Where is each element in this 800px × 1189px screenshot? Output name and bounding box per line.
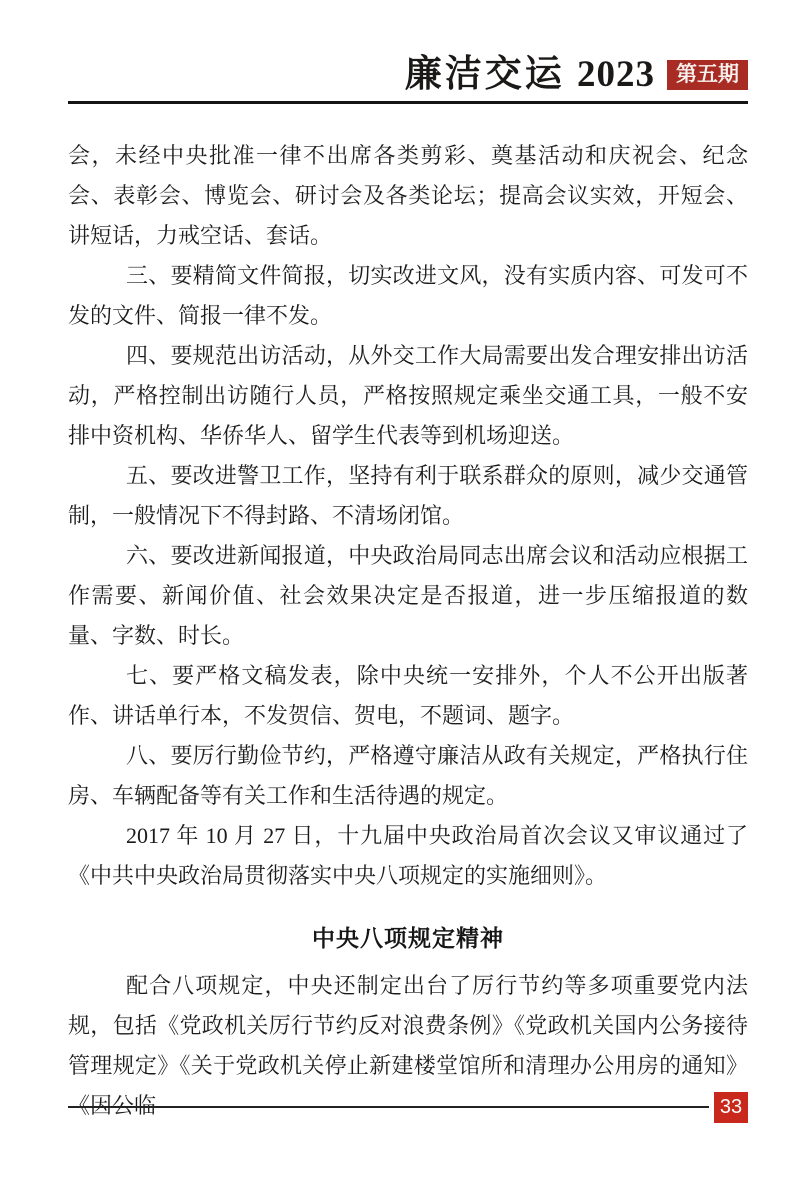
document-body xyxy=(68,136,748,1126)
page-footer xyxy=(68,1091,748,1123)
paragraph: 五、要改进警卫工作，坚持有利于联系群众的原则，减少交通管制，一般情况下不得封路、不清场闭馆。 xyxy=(68,463,748,528)
paragraph: 七、要严格文稿发表，除中央统一安排外，个人不公开出版著作、讲话单行本，不发贺信、贺电，不题词、题字。 xyxy=(68,663,748,728)
issue-badge: 第五期 xyxy=(667,60,748,90)
paragraph: 2017 年 10 月 27 日，十九届中央政治局首次会议又审议通过了《中共中央政治局贯彻落实中央八项规定的实施细则》。 xyxy=(68,823,748,888)
paragraph: 八、要厉行勤俭节约，严格遵守廉洁从政有关规定，严格执行住房、车辆配备等有关工作和生活待遇的规定。 xyxy=(68,743,748,808)
paragraph: 三、要精简文件简报，切实改进文风，没有实质内容、可发可不发的文件、简报一律不发。 xyxy=(68,263,748,328)
paragraph: 六、要改进新闻报道，中央政治局同志出席会议和活动应根据工作需要、新闻价值、社会效果决定是否报道，进一步压缩报道的数量、字数、时长。 xyxy=(68,543,748,648)
journal-year: 2023 xyxy=(577,54,655,95)
paragraph: 会，未经中央批准一律不出席各类剪彩、奠基活动和庆祝会、纪念会、表彰会、博览会、研讨会及各类论坛；提高会议实效，开短会、讲短话，力戒空话、套话。 xyxy=(68,143,748,248)
footer-rule xyxy=(68,1106,709,1108)
journal-title xyxy=(405,56,655,93)
paragraph: 四、要规范出访活动，从外交工作大局需要出发合理安排出访活动，严格控制出访随行人员，严格按照规定乘坐交通工具，一般不安排中资机构、华侨华人、留学生代表等到机场迎送。 xyxy=(68,343,748,448)
section-heading: 中央八项规定精神 xyxy=(312,925,504,951)
header-rule xyxy=(68,101,748,104)
masthead xyxy=(68,56,748,93)
paragraph: 配合八项规定，中央还制定出台了厉行节约等多项重要党内法规，包括《党政机关厉行节约反对浪费条例》《党政机关国内公务接待管理规定》《关于党政机关停止新建楼堂馆所和清理办公用房的通知》《因公临 xyxy=(68,973,748,1118)
journal-title-text: 廉洁交运 xyxy=(404,54,565,95)
page-number-badge: 33 xyxy=(714,1092,748,1123)
